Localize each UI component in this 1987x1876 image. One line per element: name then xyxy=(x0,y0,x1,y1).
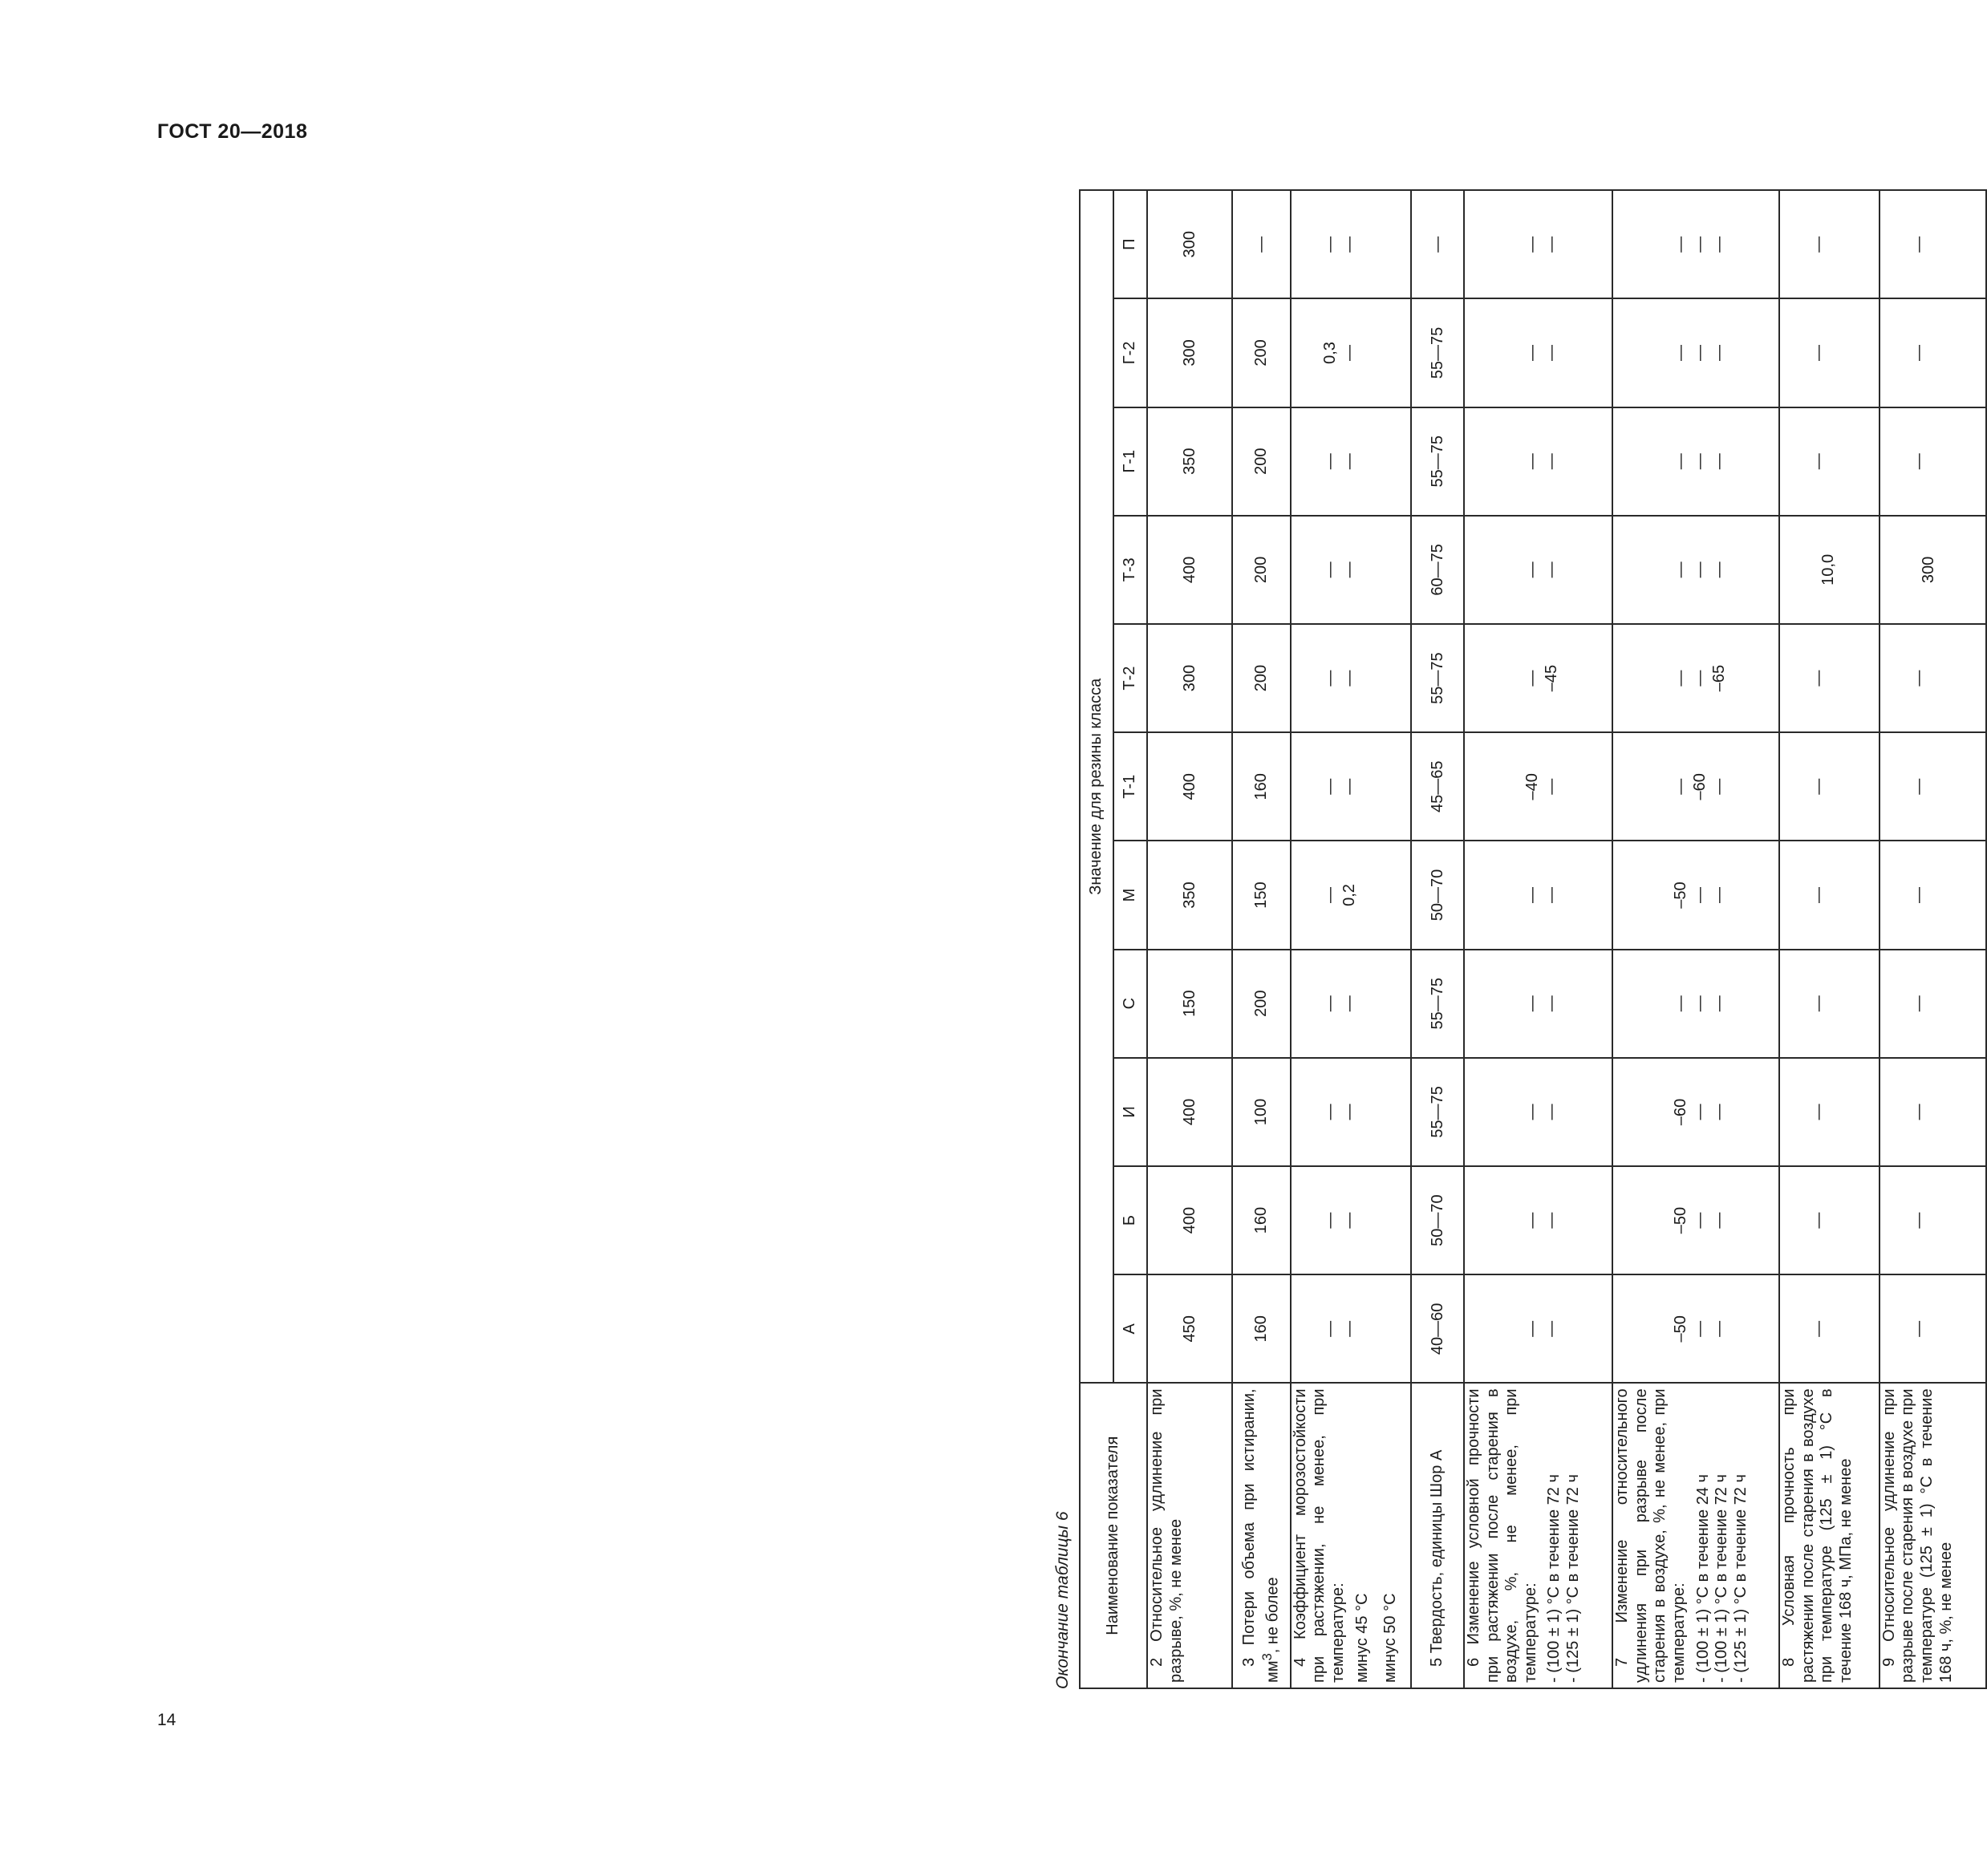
value-cell xyxy=(1411,841,1465,949)
value-cell xyxy=(1232,298,1291,407)
value: –45 xyxy=(1543,664,1561,692)
value: — xyxy=(1710,1104,1729,1120)
value: — xyxy=(1523,453,1542,470)
value-cell xyxy=(1464,732,1612,841)
row-name: 7 Изменение относительного удлинения при разрыве после старения в воздухе, %, не менее, при температуре: xyxy=(1613,1388,1688,1683)
value-cell xyxy=(1612,841,1779,949)
value-cell xyxy=(1291,624,1411,732)
value-cell xyxy=(1464,190,1612,298)
value-cell xyxy=(1464,516,1612,624)
value: — xyxy=(1340,778,1358,795)
value-cell xyxy=(1612,1058,1779,1166)
value: 100 xyxy=(1252,1098,1271,1126)
header-class: Г-2 xyxy=(1113,298,1147,407)
value: 60—75 xyxy=(1428,544,1446,596)
table-row xyxy=(1291,190,1411,1688)
value-cell xyxy=(1411,190,1465,298)
value-cell xyxy=(1411,950,1465,1058)
header-class: С xyxy=(1113,950,1147,1058)
value-cell xyxy=(1291,1166,1411,1274)
value: — xyxy=(1523,236,1542,253)
value: — xyxy=(1523,995,1542,1012)
value: — xyxy=(1691,1212,1709,1229)
value: –50 xyxy=(1672,1206,1690,1234)
page-number: 14 xyxy=(157,1711,176,1729)
header-class: Б xyxy=(1113,1166,1147,1274)
value: — xyxy=(1320,1320,1339,1337)
value: 200 xyxy=(1252,664,1271,692)
value-cell xyxy=(1147,1166,1232,1274)
value-cell xyxy=(1411,516,1465,624)
value-cell xyxy=(1779,1274,1880,1383)
value: — xyxy=(1672,670,1690,687)
value-cell xyxy=(1147,732,1232,841)
value: — xyxy=(1252,236,1271,253)
value: 55—75 xyxy=(1428,652,1446,704)
value-cell xyxy=(1880,516,1986,624)
row-name-text: , не более xyxy=(1263,1577,1282,1654)
row-sub: минус 45 °С xyxy=(1352,1593,1371,1683)
value: — xyxy=(1909,453,1928,470)
value: — xyxy=(1691,236,1709,253)
value-cell xyxy=(1779,1166,1880,1274)
value: — xyxy=(1320,778,1339,795)
value: 160 xyxy=(1252,1315,1271,1343)
value: — xyxy=(1710,236,1729,253)
value-cell xyxy=(1147,950,1232,1058)
value: 55—75 xyxy=(1428,1086,1446,1138)
row-name-cell xyxy=(1291,1383,1411,1688)
value-cell xyxy=(1612,624,1779,732)
table-row xyxy=(1779,190,1880,1688)
value-cell xyxy=(1147,298,1232,407)
header-class: Т-1 xyxy=(1113,732,1147,841)
value: 0,2 xyxy=(1340,884,1358,906)
value-cell xyxy=(1779,516,1880,624)
value: 400 xyxy=(1181,773,1199,800)
value: 300 xyxy=(1181,664,1199,692)
value-cell xyxy=(1612,950,1779,1058)
value: — xyxy=(1543,344,1561,361)
value-cell xyxy=(1779,624,1880,732)
value-cell xyxy=(1147,841,1232,949)
value-cell xyxy=(1232,1166,1291,1274)
value-cell xyxy=(1147,1058,1232,1166)
row-sub: - (100 ± 1) °С в течение 72 ч xyxy=(1545,1474,1563,1683)
value: — xyxy=(1320,236,1339,253)
value-cell xyxy=(1779,1058,1880,1166)
value-cell xyxy=(1464,841,1612,949)
value: 50—70 xyxy=(1428,869,1446,922)
value: 450 xyxy=(1181,1315,1199,1343)
value: — xyxy=(1909,344,1928,361)
value: — xyxy=(1691,670,1709,687)
value-cell xyxy=(1291,841,1411,949)
value: — xyxy=(1810,995,1828,1012)
value: 150 xyxy=(1252,881,1271,909)
value: — xyxy=(1710,453,1729,470)
row-name-cell xyxy=(1880,1383,1986,1688)
value: 400 xyxy=(1181,1206,1199,1234)
value-cell xyxy=(1411,624,1465,732)
value: — xyxy=(1672,995,1690,1012)
value-cell xyxy=(1232,407,1291,516)
value: 300 xyxy=(1181,231,1199,258)
value-cell xyxy=(1880,1058,1986,1166)
value-cell xyxy=(1411,1274,1465,1383)
value: — xyxy=(1672,344,1690,361)
value: — xyxy=(1909,778,1928,795)
value-cell xyxy=(1291,190,1411,298)
table-header-row-1 xyxy=(1080,190,1113,1688)
header-class: П xyxy=(1113,190,1147,298)
row-name-cell xyxy=(1464,1383,1612,1688)
row-name: 6 Изменение условной прочности при растяжении после старения в воздухе, %, не менее, при температуре: xyxy=(1465,1388,1539,1683)
value: — xyxy=(1691,1320,1709,1337)
value: — xyxy=(1543,1104,1561,1120)
value-cell xyxy=(1147,1274,1232,1383)
value: — xyxy=(1909,1104,1928,1120)
value-cell xyxy=(1291,732,1411,841)
value: — xyxy=(1320,995,1339,1012)
value: — xyxy=(1691,887,1709,903)
value-cell xyxy=(1291,1058,1411,1166)
row-name-cell xyxy=(1411,1383,1465,1688)
value: — xyxy=(1543,995,1561,1012)
value-cell xyxy=(1779,407,1880,516)
row-name-superscript: 3 xyxy=(1259,1653,1275,1661)
value-cell xyxy=(1612,190,1779,298)
value: — xyxy=(1340,1320,1358,1337)
table-caption: Окончание таблицы 6 xyxy=(1053,1511,1072,1689)
value: — xyxy=(1691,561,1709,578)
value-cell xyxy=(1880,841,1986,949)
value-cell xyxy=(1779,298,1880,407)
value: — xyxy=(1810,344,1828,361)
value: 300 xyxy=(1181,339,1199,367)
value-cell xyxy=(1232,624,1291,732)
value: — xyxy=(1810,1212,1828,1229)
value: 50—70 xyxy=(1428,1194,1446,1246)
row-name-cell xyxy=(1612,1383,1779,1688)
value-cell xyxy=(1612,516,1779,624)
value: 160 xyxy=(1252,773,1271,800)
value: — xyxy=(1909,1212,1928,1229)
value: 350 xyxy=(1181,881,1199,909)
value-cell xyxy=(1779,190,1880,298)
value-cell xyxy=(1411,1058,1465,1166)
value: — xyxy=(1691,453,1709,470)
row-name: 9 Относительное удлинение при разрыве после старения в воздухе при температуре (125 ± 1) °С в течение 168 ч, %, не менее xyxy=(1880,1388,1955,1683)
value: — xyxy=(1340,995,1358,1012)
header-group-label: Значение для резины класса xyxy=(1080,190,1113,1383)
value-cell xyxy=(1880,1166,1986,1274)
value: — xyxy=(1340,236,1358,253)
value: — xyxy=(1691,995,1709,1012)
value-cell xyxy=(1232,190,1291,298)
value: — xyxy=(1523,561,1542,578)
value-cell xyxy=(1291,516,1411,624)
value: 150 xyxy=(1181,990,1199,1017)
header-name-col: Наименование показателя xyxy=(1080,1383,1147,1688)
value-cell xyxy=(1612,1274,1779,1383)
value-cell xyxy=(1232,950,1291,1058)
value: 350 xyxy=(1181,448,1199,475)
value: — xyxy=(1810,1320,1828,1337)
rubber-properties-table xyxy=(1079,189,1987,1689)
value: 45—65 xyxy=(1428,760,1446,813)
row-sub: - (125 ± 1) °С в течение 72 ч xyxy=(1564,1474,1583,1683)
value-cell xyxy=(1612,1166,1779,1274)
value: — xyxy=(1340,670,1358,687)
value-cell xyxy=(1464,407,1612,516)
value: 160 xyxy=(1252,1206,1271,1234)
value-cell xyxy=(1291,1274,1411,1383)
value-cell xyxy=(1779,732,1880,841)
value: –60 xyxy=(1691,773,1709,800)
value-cell xyxy=(1779,950,1880,1058)
value: 400 xyxy=(1181,556,1199,584)
value: 300 xyxy=(1919,556,1937,584)
value: — xyxy=(1523,1104,1542,1120)
rotated-table-block xyxy=(1047,189,1987,1689)
value: –65 xyxy=(1710,664,1729,692)
value: 200 xyxy=(1252,339,1271,367)
value: — xyxy=(1340,561,1358,578)
value-cell xyxy=(1464,1274,1612,1383)
document-header: ГОСТ 20—2018 xyxy=(157,120,308,143)
value: –50 xyxy=(1672,881,1690,909)
row-name: 2 Относительное удлинение при разрыве, %, не менее xyxy=(1148,1388,1185,1683)
value-cell xyxy=(1232,1274,1291,1383)
value-cell xyxy=(1880,950,1986,1058)
value: — xyxy=(1543,887,1561,903)
value: 0,3 xyxy=(1320,342,1339,364)
value: — xyxy=(1523,887,1542,903)
row-sub: минус 50 °С xyxy=(1381,1593,1400,1683)
value: — xyxy=(1543,778,1561,795)
header-class: И xyxy=(1113,1058,1147,1166)
value: — xyxy=(1909,887,1928,903)
row-name-text: 3 Потери объема при истирании, мм xyxy=(1240,1388,1282,1683)
table-row xyxy=(1411,190,1465,1688)
value: — xyxy=(1810,670,1828,687)
row-name-cell xyxy=(1779,1383,1880,1688)
value-cell xyxy=(1464,1058,1612,1166)
value: — xyxy=(1523,1212,1542,1229)
table-row xyxy=(1232,190,1291,1688)
value: 55—75 xyxy=(1428,977,1446,1030)
value-cell xyxy=(1612,732,1779,841)
value-cell xyxy=(1411,1166,1465,1274)
value-cell xyxy=(1612,298,1779,407)
value: — xyxy=(1710,1320,1729,1337)
value: 200 xyxy=(1252,556,1271,584)
value-cell xyxy=(1880,298,1986,407)
value-cell xyxy=(1291,950,1411,1058)
header-class: Г-1 xyxy=(1113,407,1147,516)
row-name: 5 Твердость, единицы Шор А xyxy=(1428,1449,1446,1667)
row-sub: - (100 ± 1) °С в течение 72 ч xyxy=(1713,1474,1731,1683)
value-cell xyxy=(1291,298,1411,407)
table-row xyxy=(1464,190,1612,1688)
value: — xyxy=(1523,344,1542,361)
value: — xyxy=(1340,1212,1358,1229)
value: — xyxy=(1320,1104,1339,1120)
value: — xyxy=(1543,561,1561,578)
table-row xyxy=(1147,190,1232,1688)
value: — xyxy=(1672,236,1690,253)
value: 55—75 xyxy=(1428,435,1446,488)
value: — xyxy=(1340,453,1358,470)
value-cell xyxy=(1612,407,1779,516)
row-name: 4 Коэффициент морозостойкости при растяжении, не менее, при температуре: xyxy=(1291,1388,1348,1683)
value: 40—60 xyxy=(1428,1303,1446,1355)
value: 10,0 xyxy=(1819,553,1838,585)
value-cell xyxy=(1880,1274,1986,1383)
value-cell xyxy=(1880,624,1986,732)
value-cell xyxy=(1880,732,1986,841)
value: — xyxy=(1909,995,1928,1012)
value-cell xyxy=(1411,732,1465,841)
value-cell xyxy=(1464,624,1612,732)
value: — xyxy=(1909,236,1928,253)
row-sub: - (125 ± 1) °С в течение 72 ч xyxy=(1731,1474,1750,1683)
value: — xyxy=(1543,1212,1561,1229)
header-class: Т-3 xyxy=(1113,516,1147,624)
value-cell xyxy=(1232,516,1291,624)
value-cell xyxy=(1232,732,1291,841)
value: — xyxy=(1810,236,1828,253)
value: — xyxy=(1691,344,1709,361)
value: — xyxy=(1672,453,1690,470)
value: 55—75 xyxy=(1428,326,1446,379)
value: — xyxy=(1543,236,1561,253)
value: — xyxy=(1428,236,1446,253)
value: — xyxy=(1320,670,1339,687)
value: –40 xyxy=(1523,773,1542,800)
value-cell xyxy=(1147,407,1232,516)
value: — xyxy=(1340,344,1358,361)
value: 200 xyxy=(1252,990,1271,1017)
value: — xyxy=(1810,453,1828,470)
value: — xyxy=(1810,1104,1828,1120)
value: — xyxy=(1543,1320,1561,1337)
value: — xyxy=(1320,561,1339,578)
value: — xyxy=(1710,1212,1729,1229)
value: — xyxy=(1672,561,1690,578)
value-cell xyxy=(1880,190,1986,298)
row-name xyxy=(1240,1388,1283,1683)
header-class: М xyxy=(1113,841,1147,949)
value: — xyxy=(1691,1104,1709,1120)
value: — xyxy=(1810,778,1828,795)
value-cell xyxy=(1779,841,1880,949)
table-row xyxy=(1612,190,1779,1688)
value-cell xyxy=(1291,407,1411,516)
value: — xyxy=(1320,1212,1339,1229)
value: — xyxy=(1710,995,1729,1012)
value: –60 xyxy=(1672,1098,1690,1126)
value-cell xyxy=(1147,516,1232,624)
value: — xyxy=(1710,887,1729,903)
header-class: А xyxy=(1113,1274,1147,1383)
value: — xyxy=(1710,561,1729,578)
value: — xyxy=(1523,1320,1542,1337)
row-name-cell xyxy=(1232,1383,1291,1688)
row-name-cell xyxy=(1147,1383,1232,1688)
value: — xyxy=(1543,453,1561,470)
value: –50 xyxy=(1672,1315,1690,1343)
value: — xyxy=(1320,453,1339,470)
value-cell xyxy=(1464,1166,1612,1274)
value-cell xyxy=(1411,298,1465,407)
value-cell xyxy=(1880,407,1986,516)
value: — xyxy=(1523,670,1542,687)
value-cell xyxy=(1464,298,1612,407)
value: — xyxy=(1672,778,1690,795)
value: — xyxy=(1320,887,1339,903)
row-sub: - (100 ± 1) °С в течение 24 ч xyxy=(1693,1474,1712,1683)
value-cell xyxy=(1232,1058,1291,1166)
value: — xyxy=(1710,778,1729,795)
value: — xyxy=(1810,887,1828,903)
value-cell xyxy=(1411,407,1465,516)
value: 200 xyxy=(1252,448,1271,475)
value: 400 xyxy=(1181,1098,1199,1126)
value-cell xyxy=(1464,950,1612,1058)
value: — xyxy=(1909,670,1928,687)
value-cell xyxy=(1147,190,1232,298)
value: — xyxy=(1340,1104,1358,1120)
value-cell xyxy=(1147,624,1232,732)
table-row xyxy=(1880,190,1986,1688)
header-class: Т-2 xyxy=(1113,624,1147,732)
value: — xyxy=(1710,344,1729,361)
value-cell xyxy=(1232,841,1291,949)
value: — xyxy=(1909,1320,1928,1337)
row-name: 8 Условная прочность при растяжении после старения в воздухе при температуре (125 ± 1) °С в течение 168 ч, МПа, не менее xyxy=(1780,1388,1855,1683)
